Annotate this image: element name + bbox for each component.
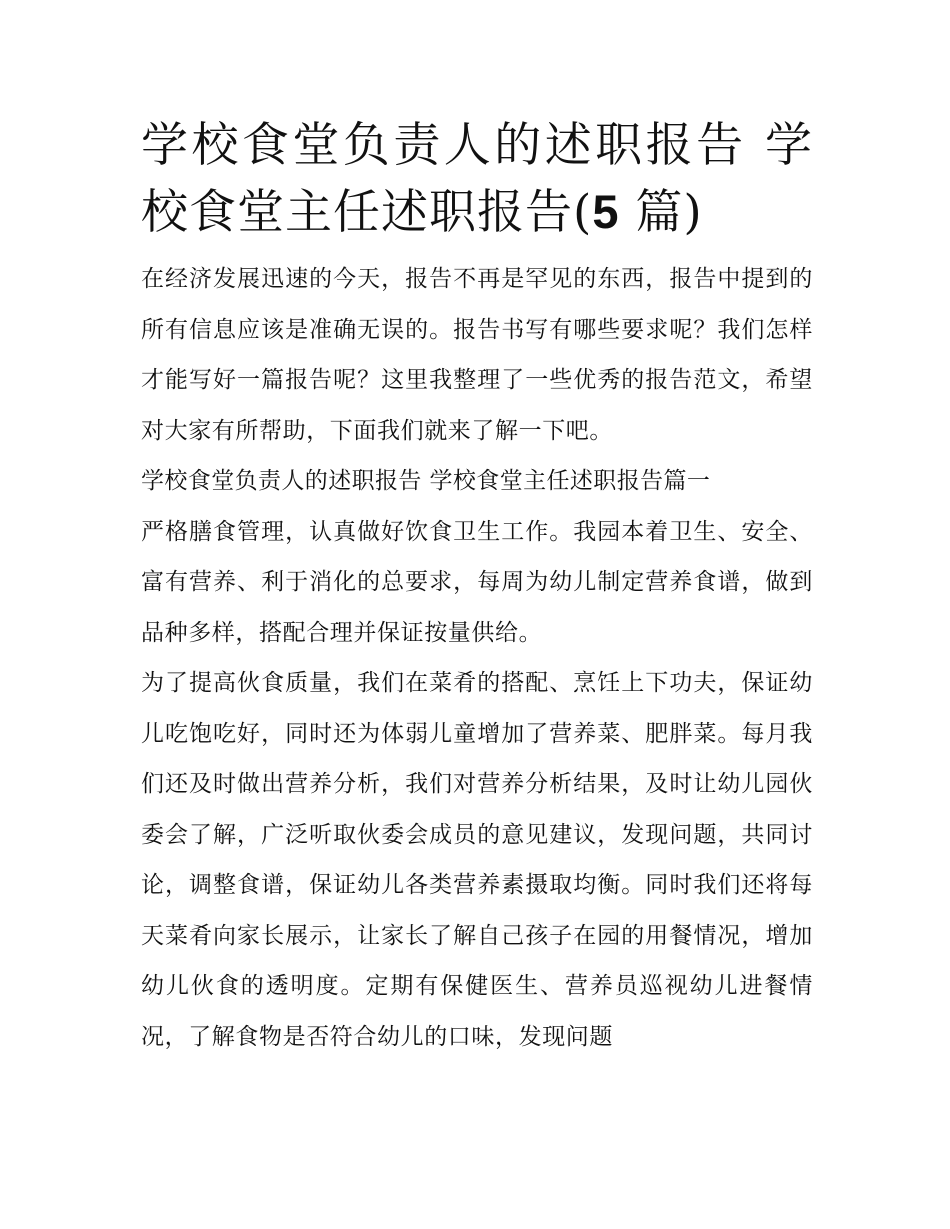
document-page bbox=[141, 113, 813, 1062]
document-body bbox=[141, 254, 813, 1062]
body-paragraph: 为了提高伙食质量，我们在菜肴的搭配、烹饪上下功夫，保证幼儿吃饱吃好，同时还为体弱儿童增加了营养菜、肥胖菜。每月我们还及时做出营养分析，我们对营养分析结果，及时让幼儿园伙委会了解，广泛听取伙委会成员的意见建议，发现问题，共同讨论，调整食谱，保证幼儿各类营养素摄取均衡。同时我们还将每天菜肴向家长展示，让家长了解自己孩子在园的用餐情况，增加幼儿伙食的透明度。定期有保健医生、营养员巡视幼儿进餐情况，了解食物是否符合幼儿的口味，发现问题 bbox=[141, 670, 813, 1050]
intro-paragraph: 在经济发展迅速的今天，报告不再是罕见的东西，报告中提到的所有信息应该是准确无误的。报告书写有哪些要求呢？我们怎样才能写好一篇报告呢？这里我整理了一些优秀的报告范文，希望对大家有所帮助，下面我们就来了解一下吧。 bbox=[141, 266, 813, 444]
title-number: 5 bbox=[592, 185, 620, 238]
body-paragraph: 严格膳食管理，认真做好饮食卫生工作。我园本着卫生、安全、富有营养、利于消化的总要求，每周为幼儿制定营养食谱，做到品种多样，搭配合理并保证按量供给。 bbox=[141, 518, 813, 646]
title-part-1: 学校食堂负责人的述职报告 学校食堂主任述职报告( bbox=[141, 118, 813, 240]
section-heading: 学校食堂负责人的述职报告 学校食堂主任述职报告篇一 bbox=[141, 468, 711, 494]
document-title bbox=[141, 113, 813, 246]
title-part-2: 篇) bbox=[619, 185, 703, 240]
